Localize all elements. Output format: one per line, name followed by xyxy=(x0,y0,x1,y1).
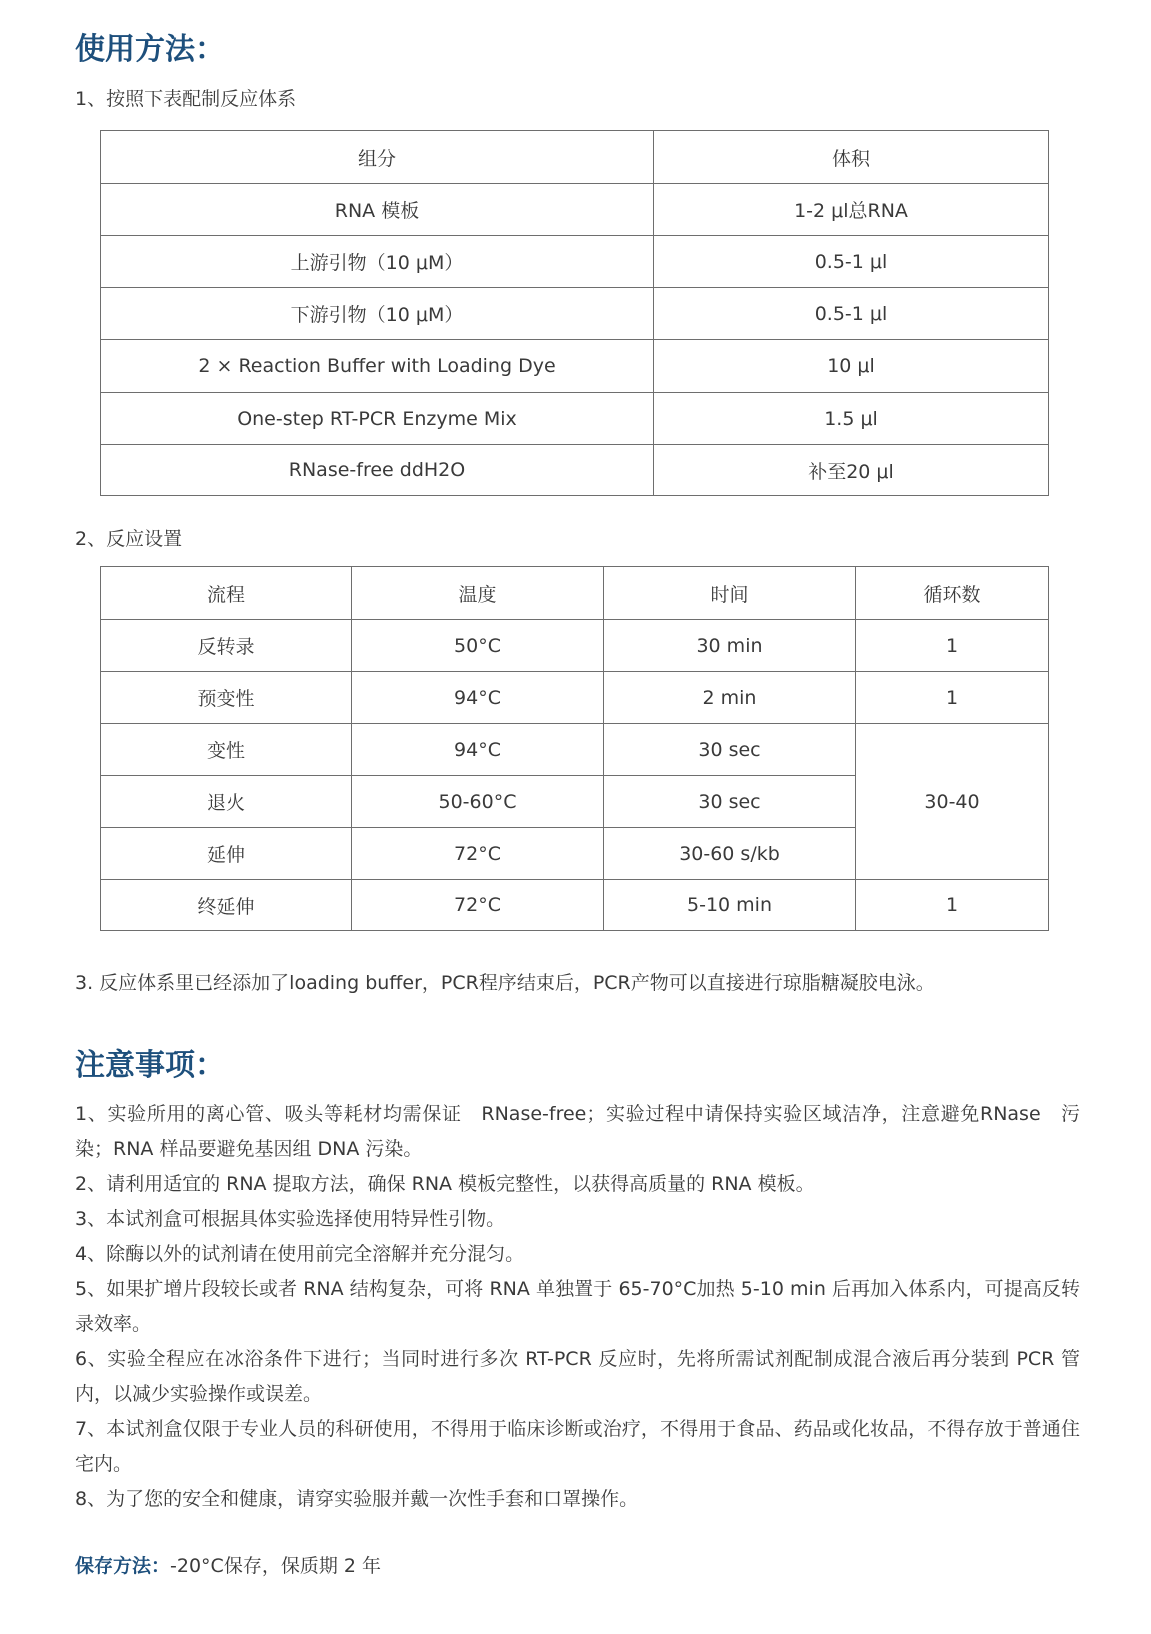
time-cell: 5-10 min xyxy=(604,880,856,931)
reaction-composition-table xyxy=(100,130,1049,496)
header-step: 流程 xyxy=(101,567,352,620)
header-volume: 体积 xyxy=(654,131,1049,184)
table-row xyxy=(101,724,1049,776)
temperature-cell: 94°C xyxy=(352,672,604,724)
notes-list xyxy=(75,1097,1080,1517)
temperature-cell: 72°C xyxy=(352,880,604,931)
volume-cell: 0.5-1 μl xyxy=(654,288,1049,340)
step-cell: 反转录 xyxy=(101,620,352,672)
cycles-merged-cell: 30-40 xyxy=(856,724,1049,880)
component-cell: 下游引物（10 μM） xyxy=(101,288,654,340)
note-item: 8、为了您的安全和健康，请穿实验服并戴一次性手套和口罩操作。 xyxy=(75,1488,639,1510)
volume-cell: 0.5-1 μl xyxy=(654,236,1049,288)
step-cell: 延伸 xyxy=(101,828,352,880)
time-cell: 30 sec xyxy=(604,724,856,776)
header-cycles: 循环数 xyxy=(856,567,1049,620)
note-item: 5、如果扩增片段较长或者 RNA 结构复杂，可将 RNA 单独置于 65-70°C加热 5-10 min 后再加入体系内，可提高反转录效率。 xyxy=(75,1278,1080,1335)
note-item: 4、除酶以外的试剂请在使用前完全溶解并充分混匀。 xyxy=(75,1243,525,1265)
table-row xyxy=(101,340,1049,393)
step-cell: 终延伸 xyxy=(101,880,352,931)
step-1-text: 1、按照下表配制反应体系 xyxy=(75,88,297,110)
temperature-cell: 50°C xyxy=(352,620,604,672)
table-row xyxy=(101,184,1049,236)
component-cell: RNase-free ddH2O xyxy=(101,445,654,496)
note-item: 7、本试剂盒仅限于专业人员的科研使用，不得用于临床诊断或治疗，不得用于食品、药品或化妆品，不得存放于普通住宅内。 xyxy=(75,1418,1080,1475)
table-row xyxy=(101,672,1049,724)
table-row xyxy=(101,288,1049,340)
cycles-cell: 1 xyxy=(856,672,1049,724)
table-row xyxy=(101,445,1049,496)
step-3-text: 3. 反应体系里已经添加了loading buffer，PCR程序结束后，PCR产物可以直接进行琼脂糖凝胶电泳。 xyxy=(75,972,935,994)
component-cell: 上游引物（10 μM） xyxy=(101,236,654,288)
note-item: 1、实验所用的离心管、吸头等耗材均需保证 RNase-free；实验过程中请保持实验区域洁净，注意避免RNase 污染；RNA 样品要避免基因组 DNA 污染。 xyxy=(75,1103,1080,1160)
component-cell: 2 × Reaction Buffer with Loading Dye xyxy=(101,340,654,393)
volume-cell: 补至20 μl xyxy=(654,445,1049,496)
component-cell: One-step RT-PCR Enzyme Mix xyxy=(101,393,654,445)
volume-cell: 1-2 μl总RNA xyxy=(654,184,1049,236)
step-2-text: 2、反应设置 xyxy=(75,528,183,550)
table-header-row xyxy=(101,567,1049,620)
volume-cell: 10 μl xyxy=(654,340,1049,393)
table-header-row xyxy=(101,131,1049,184)
usage-heading: 使用方法： xyxy=(75,32,225,67)
temperature-cell: 94°C xyxy=(352,724,604,776)
step-cell: 预变性 xyxy=(101,672,352,724)
storage-label: 保存方法： xyxy=(75,1555,171,1577)
time-cell: 2 min xyxy=(604,672,856,724)
temperature-cell: 72°C xyxy=(352,828,604,880)
header-component: 组分 xyxy=(101,131,654,184)
temperature-cell: 50-60°C xyxy=(352,776,604,828)
time-cell: 30 sec xyxy=(604,776,856,828)
pcr-program-table xyxy=(100,566,1049,931)
time-cell: 30 min xyxy=(604,620,856,672)
table-row xyxy=(101,880,1049,931)
cycles-cell: 1 xyxy=(856,620,1049,672)
note-item: 6、实验全程应在冰浴条件下进行；当同时进行多次 RT-PCR 反应时，先将所需试剂配制成混合液后再分装到 PCR 管内，以减少实验操作或误差。 xyxy=(75,1348,1080,1405)
notes-heading: 注意事项： xyxy=(75,1048,225,1083)
step-cell: 变性 xyxy=(101,724,352,776)
note-item: 3、本试剂盒可根据具体实验选择使用特异性引物。 xyxy=(75,1208,506,1230)
step-cell: 退火 xyxy=(101,776,352,828)
volume-cell: 1.5 μl xyxy=(654,393,1049,445)
table-row xyxy=(101,620,1049,672)
note-item: 2、请利用适宜的 RNA 提取方法，确保 RNA 模板完整性，以获得高质量的 RNA 模板。 xyxy=(75,1173,815,1195)
component-cell: RNA 模板 xyxy=(101,184,654,236)
header-temperature: 温度 xyxy=(352,567,604,620)
table-row xyxy=(101,236,1049,288)
storage-value: -20°C保存，保质期 2 年 xyxy=(170,1555,381,1577)
cycles-cell: 1 xyxy=(856,880,1049,931)
table-row xyxy=(101,393,1049,445)
storage-line xyxy=(75,1552,381,1580)
time-cell: 30-60 s/kb xyxy=(604,828,856,880)
header-time: 时间 xyxy=(604,567,856,620)
